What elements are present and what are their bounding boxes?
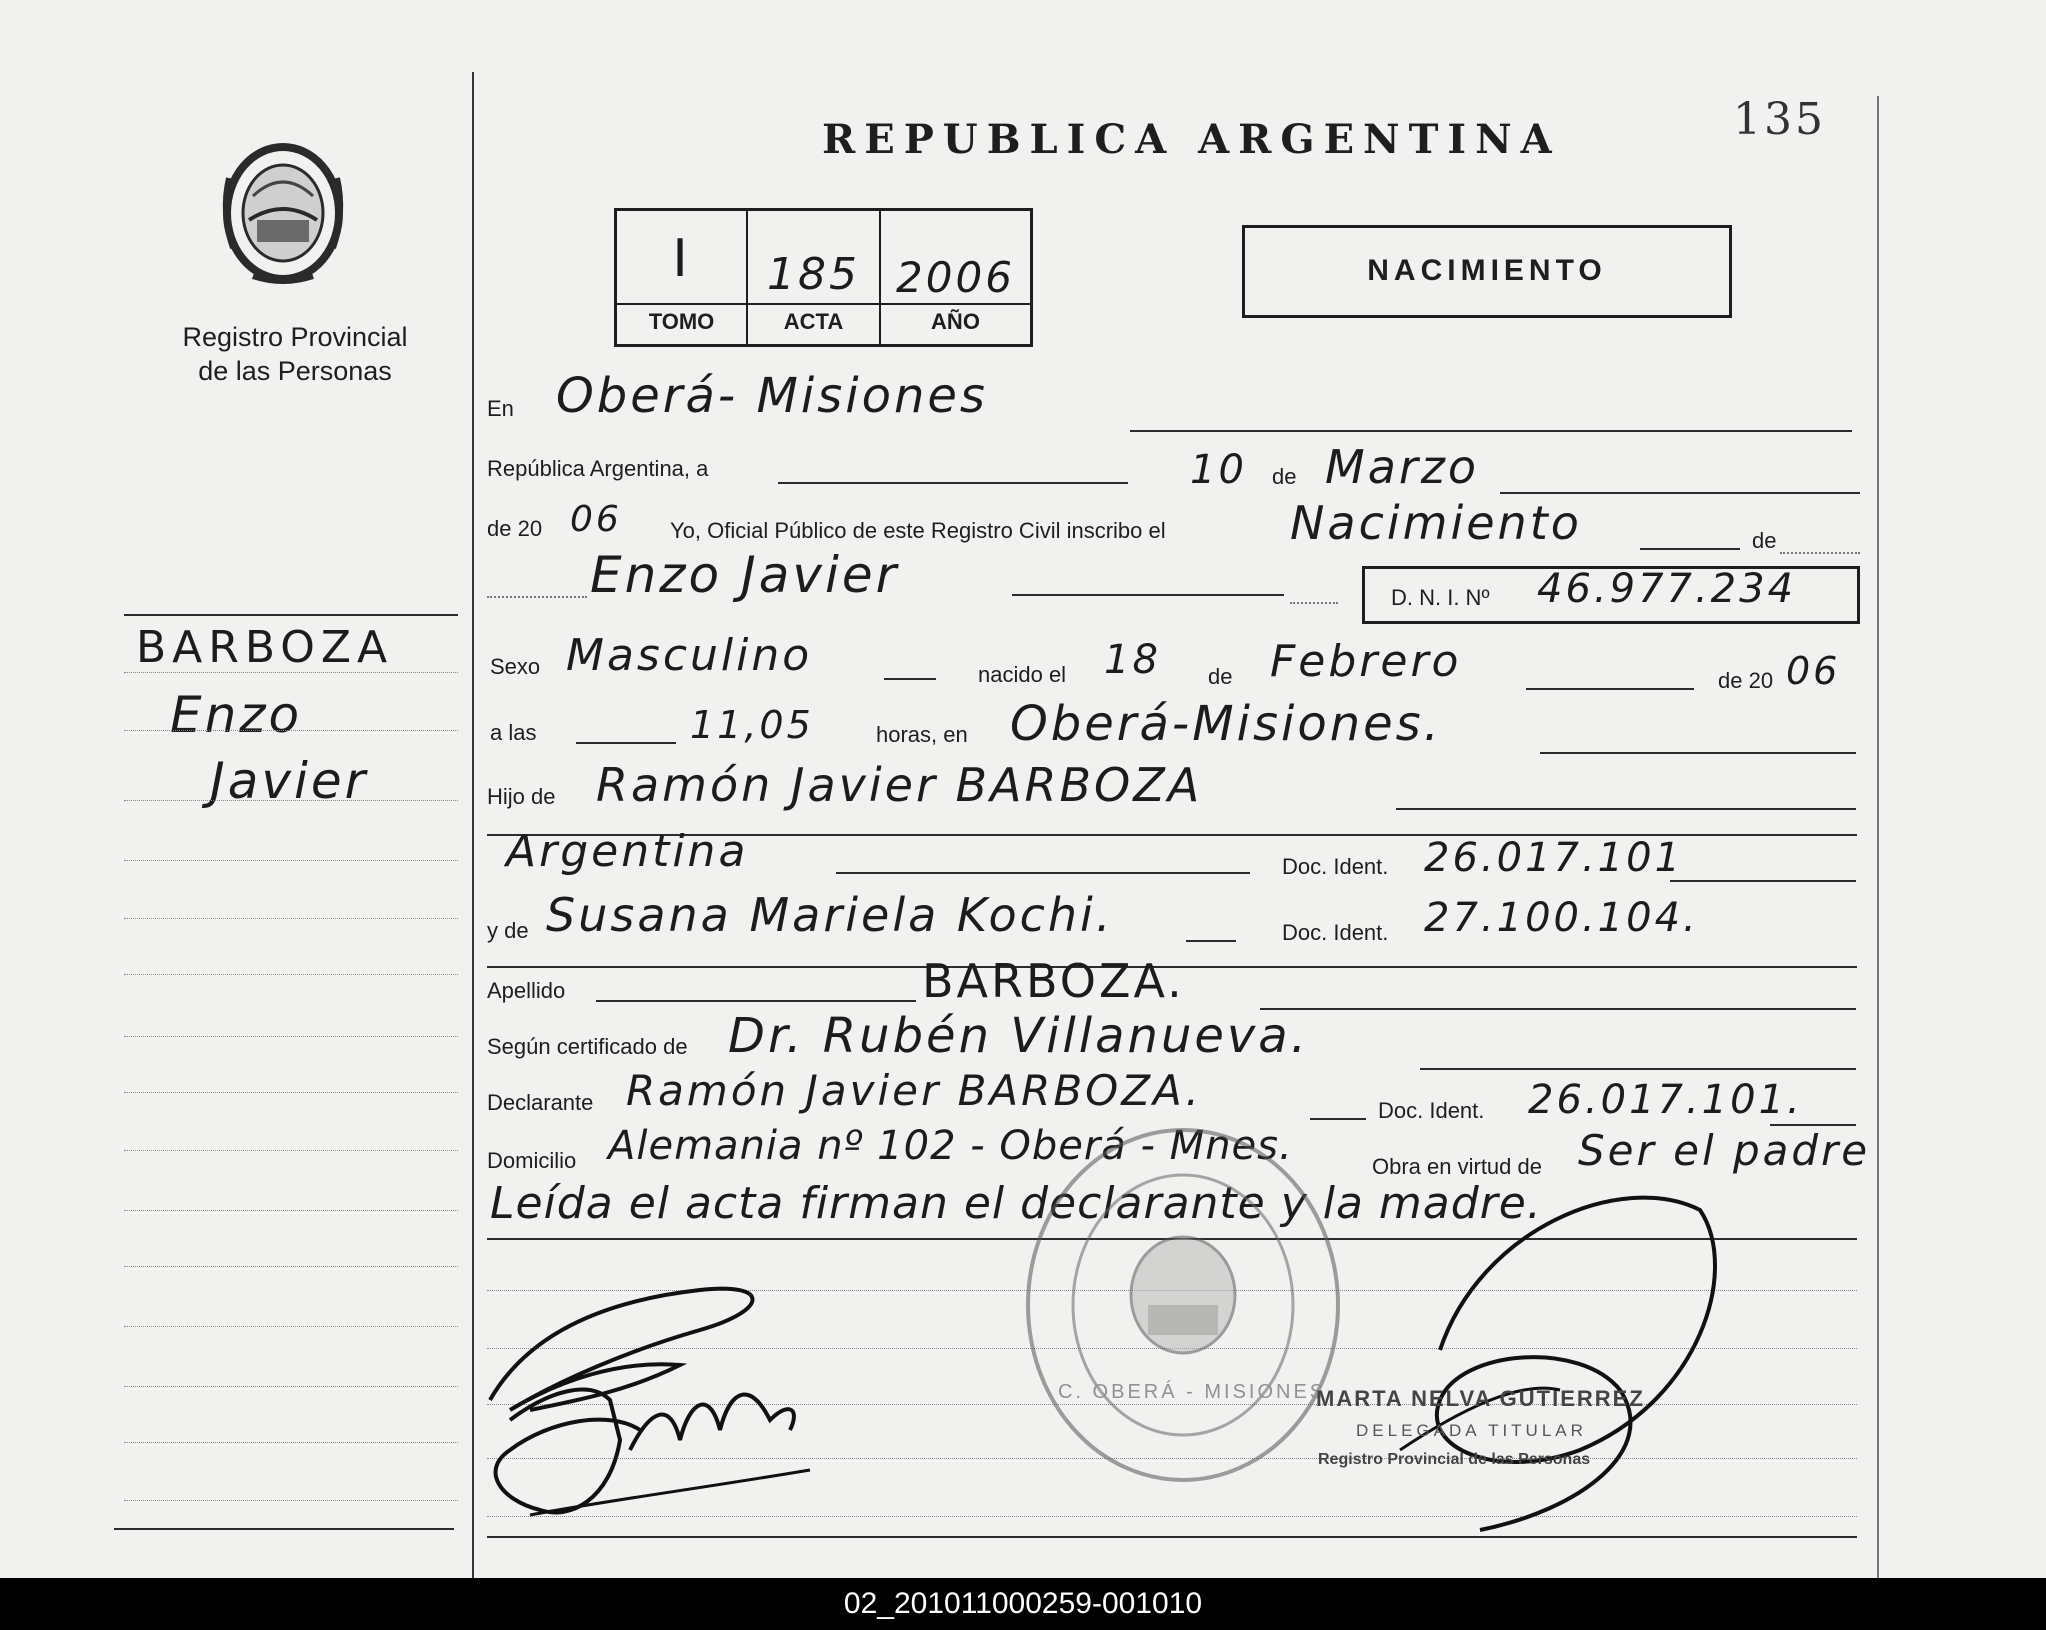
day-value: 10: [1190, 447, 1247, 493]
mother-doc-label: Doc. Ident.: [1282, 920, 1389, 945]
father-name-value: Ramón Javier BARBOZA: [596, 758, 1203, 812]
acta-value: 185: [767, 249, 860, 300]
birth-year-suffix: 06: [1786, 649, 1841, 693]
provincial-seal-logo: [213, 138, 353, 288]
leida-value: Leída el acta firman el declarante y la madre.: [490, 1178, 1542, 1229]
domicilio-label: Domicilio: [487, 1148, 577, 1173]
official-title: DELEGADA TITULAR: [1356, 1421, 1587, 1440]
sexo-label: Sexo: [490, 654, 541, 679]
child-name-value: Enzo Javier: [590, 546, 900, 604]
apellido-label: Apellido: [487, 978, 566, 1003]
mother-doc-value: 27.100.104.: [1424, 895, 1699, 941]
de-label: de: [1272, 464, 1297, 489]
act-type-value: Nacimiento: [1290, 496, 1582, 550]
oficial-label: Yo, Oficial Público de este Registro Civil inscribo el: [670, 518, 1166, 543]
official-name: MARTA NELVA GUTIERREZ: [1316, 1386, 1645, 1411]
segun-label: Según certificado de: [487, 1034, 688, 1059]
birth-month-value: Febrero: [1270, 636, 1462, 687]
declarante-label: Declarante: [487, 1090, 594, 1115]
margin-given-2: Javier: [210, 752, 369, 810]
anio-value: 2006: [896, 253, 1015, 302]
year-suffix: 06: [570, 499, 622, 540]
de20-label: de 20: [487, 516, 543, 541]
declarante-doc-label: Doc. Ident.: [1378, 1098, 1485, 1123]
official-stamp: [1018, 1120, 1348, 1490]
declarant-signature: [470, 1270, 830, 1550]
mother-name-value: Susana Mariela Kochi.: [546, 888, 1114, 942]
alas-label: a las: [490, 720, 537, 745]
anio-label: AÑO: [931, 309, 980, 334]
obra-value: Ser el padre: [1578, 1126, 1871, 1175]
birth-de-label: de: [1208, 664, 1233, 689]
domicilio-value: Alemania nº 102 - Oberá - Mnes.: [608, 1123, 1293, 1169]
en-label: En: [487, 396, 514, 421]
record-ref-box: [614, 208, 1033, 347]
yde-label: y de: [487, 918, 529, 943]
birth-day-value: 18: [1104, 637, 1161, 683]
registry-name: Registro Provincial de las Personas: [182, 322, 408, 386]
birth-place-value: Oberá-Misiones.: [1010, 696, 1442, 752]
right-border: [1877, 96, 1879, 1578]
father-nationality-value: Argentina: [506, 826, 749, 877]
apellido-value: BARBOZA.: [922, 954, 1185, 1008]
country-title: REPUBLICA ARGENTINA: [822, 116, 1561, 163]
certificado-value: Dr. Rubén Villanueva.: [728, 1008, 1309, 1064]
declarante-doc-value: 26.017.101.: [1528, 1077, 1803, 1123]
month-value: Marzo: [1325, 440, 1480, 494]
republica-label: República Argentina, a: [487, 456, 709, 481]
tomo-value: I: [672, 229, 691, 289]
page-number: 135: [1733, 94, 1826, 145]
dni-value: 46.977.234: [1537, 566, 1797, 612]
margin-given-1: Enzo: [170, 686, 303, 744]
official-office: Registro Provincial de las Personas: [1318, 1451, 1591, 1468]
declarante-value: Ramón Javier BARBOZA.: [626, 1066, 1202, 1115]
record-type: NACIMIENTO: [1367, 254, 1607, 287]
place-value: Oberá- Misiones: [556, 368, 988, 424]
birth-de20-label: de 20: [1718, 668, 1774, 693]
de-label-2: de: [1752, 528, 1777, 553]
acta-label: ACTA: [783, 309, 844, 334]
margin-surname: BARBOZA: [136, 622, 394, 673]
record-type-box: [1242, 225, 1732, 318]
birth-time-value: 11,05: [690, 703, 814, 747]
stamp-center-text: C. OBERÁ - MISIONES: [1058, 1381, 1327, 1403]
father-doc-label: Doc. Ident.: [1282, 854, 1389, 879]
tomo-label: TOMO: [648, 309, 715, 334]
dni-box: [1362, 566, 1860, 624]
file-id-bar: 02_201011000259-001010: [0, 1578, 2046, 1630]
sexo-value: Masculino: [566, 630, 813, 681]
nacido-label: nacido el: [978, 662, 1067, 687]
father-doc-value: 26.017.101: [1424, 835, 1684, 881]
dni-label: D. N. I. Nº: [1391, 585, 1490, 610]
obra-label: Obra en virtud de: [1372, 1154, 1542, 1179]
mother-signature: [1380, 1150, 1740, 1560]
hijo-label: Hijo de: [487, 784, 556, 809]
horas-label: horas, en: [876, 722, 968, 747]
